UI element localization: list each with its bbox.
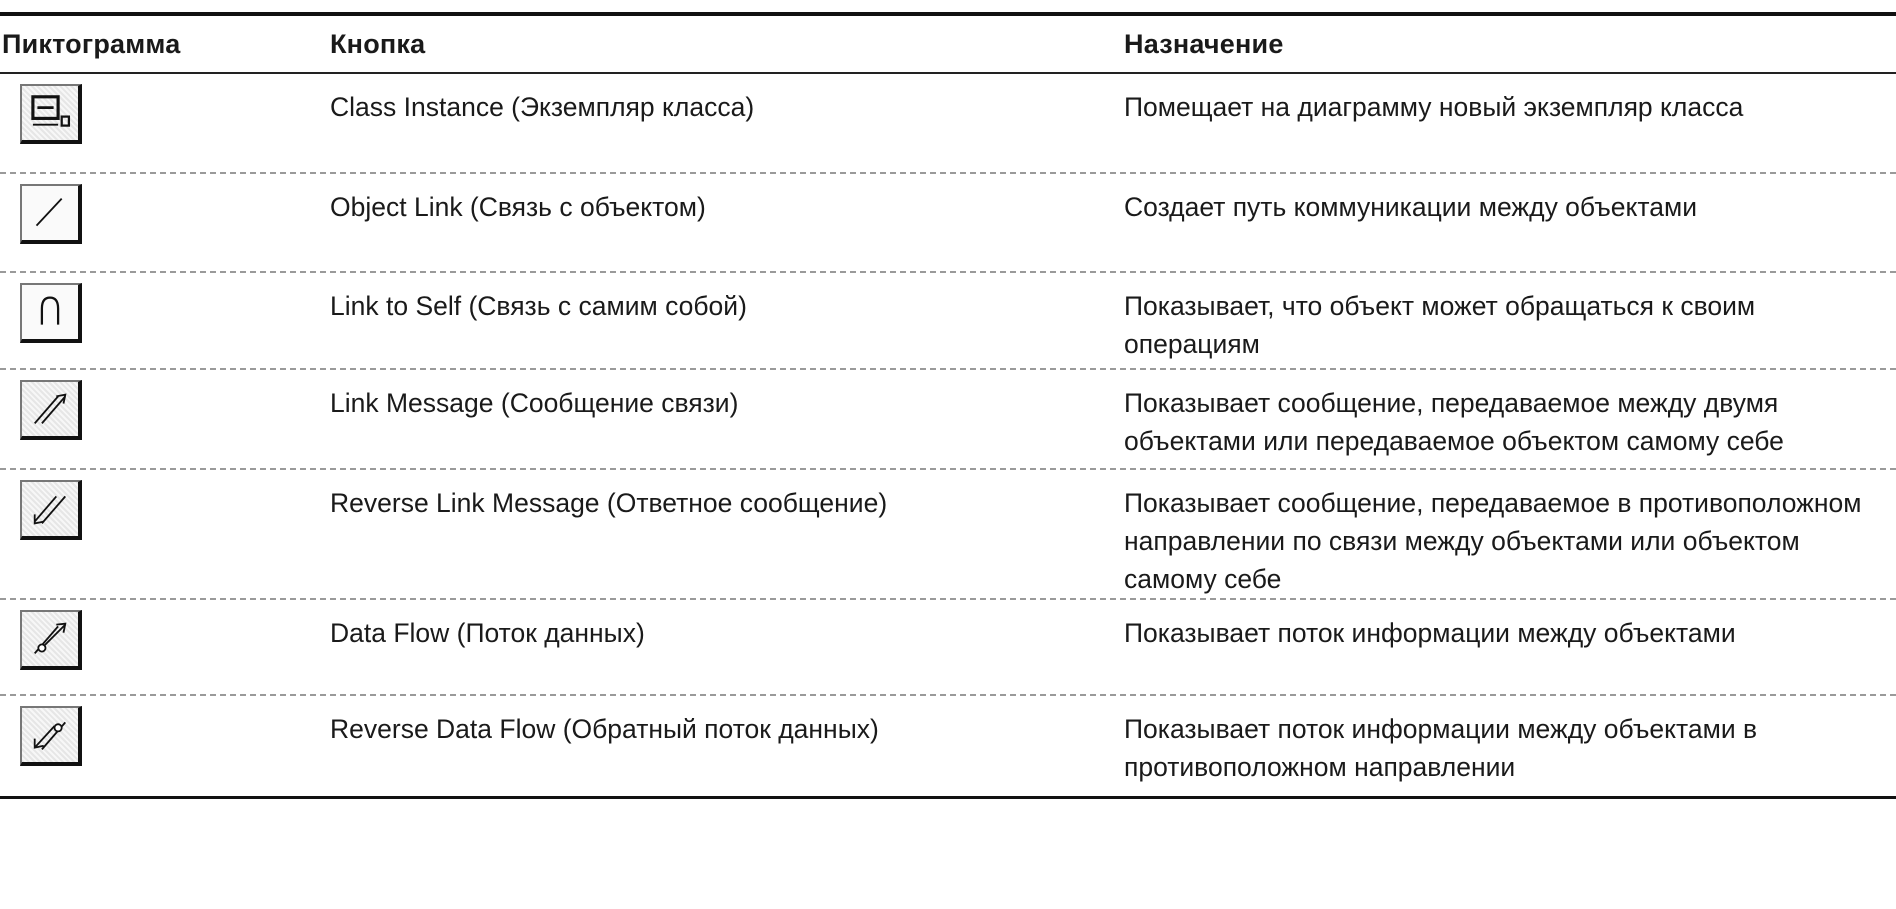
table-cell-purpose: Помещает на диаграмму новый экземпляр класса: [1124, 92, 1744, 122]
table-header-row: [0, 16, 1896, 74]
table-row: [0, 74, 1896, 174]
table-row: [0, 370, 1896, 470]
data-flow-icon: [20, 610, 82, 670]
table-row: [0, 470, 1896, 600]
table-row: [0, 273, 1896, 370]
table-cell-purpose: Создает путь коммуникации между объектами: [1124, 192, 1698, 222]
table-cell-button: Link to Self (Связь с самим собой): [330, 291, 747, 321]
table-cell-purpose: Показывает поток информации между объектами в противоположном направлении: [1124, 714, 1758, 782]
class-instance-icon: [20, 84, 82, 144]
table-cell-purpose: Показывает сообщение, передаваемое в противоположном направлении по связи между объектами или объектом самому себе: [1124, 488, 1862, 594]
table-cell-purpose: Показывает, что объект может обращаться к своим операциям: [1124, 291, 1756, 359]
table-cell-button: Reverse Data Flow (Обратный поток данных): [330, 714, 879, 744]
table-cell-purpose: Показывает поток информации между объектами: [1124, 618, 1736, 648]
toolbar-buttons-table: [0, 12, 1896, 799]
table-cell-button: Reverse Link Message (Ответное сообщение): [330, 488, 888, 518]
table-row: [0, 696, 1896, 796]
reverse-data-flow-icon: [20, 706, 82, 766]
link-message-icon: [20, 380, 82, 440]
table-row: [0, 174, 1896, 273]
header-button-column: Кнопка: [330, 28, 426, 59]
table-cell-button: Object Link (Связь с объектом): [330, 192, 706, 222]
object-link-icon: [20, 184, 82, 244]
header-purpose-column: Назначение: [1124, 28, 1284, 59]
link-to-self-icon: [20, 283, 82, 343]
table-row: [0, 600, 1896, 696]
header-icon-column: Пиктограмма: [2, 28, 181, 59]
table-cell-purpose: Показывает сообщение, передаваемое между двумя объектами или передаваемое объектом самому себе: [1124, 388, 1784, 456]
reverse-link-message-icon: [20, 480, 82, 540]
table-cell-button: Link Message (Сообщение связи): [330, 388, 739, 418]
table-cell-button: Class Instance (Экземпляр класса): [330, 92, 755, 122]
table-cell-button: Data Flow (Поток данных): [330, 618, 645, 648]
